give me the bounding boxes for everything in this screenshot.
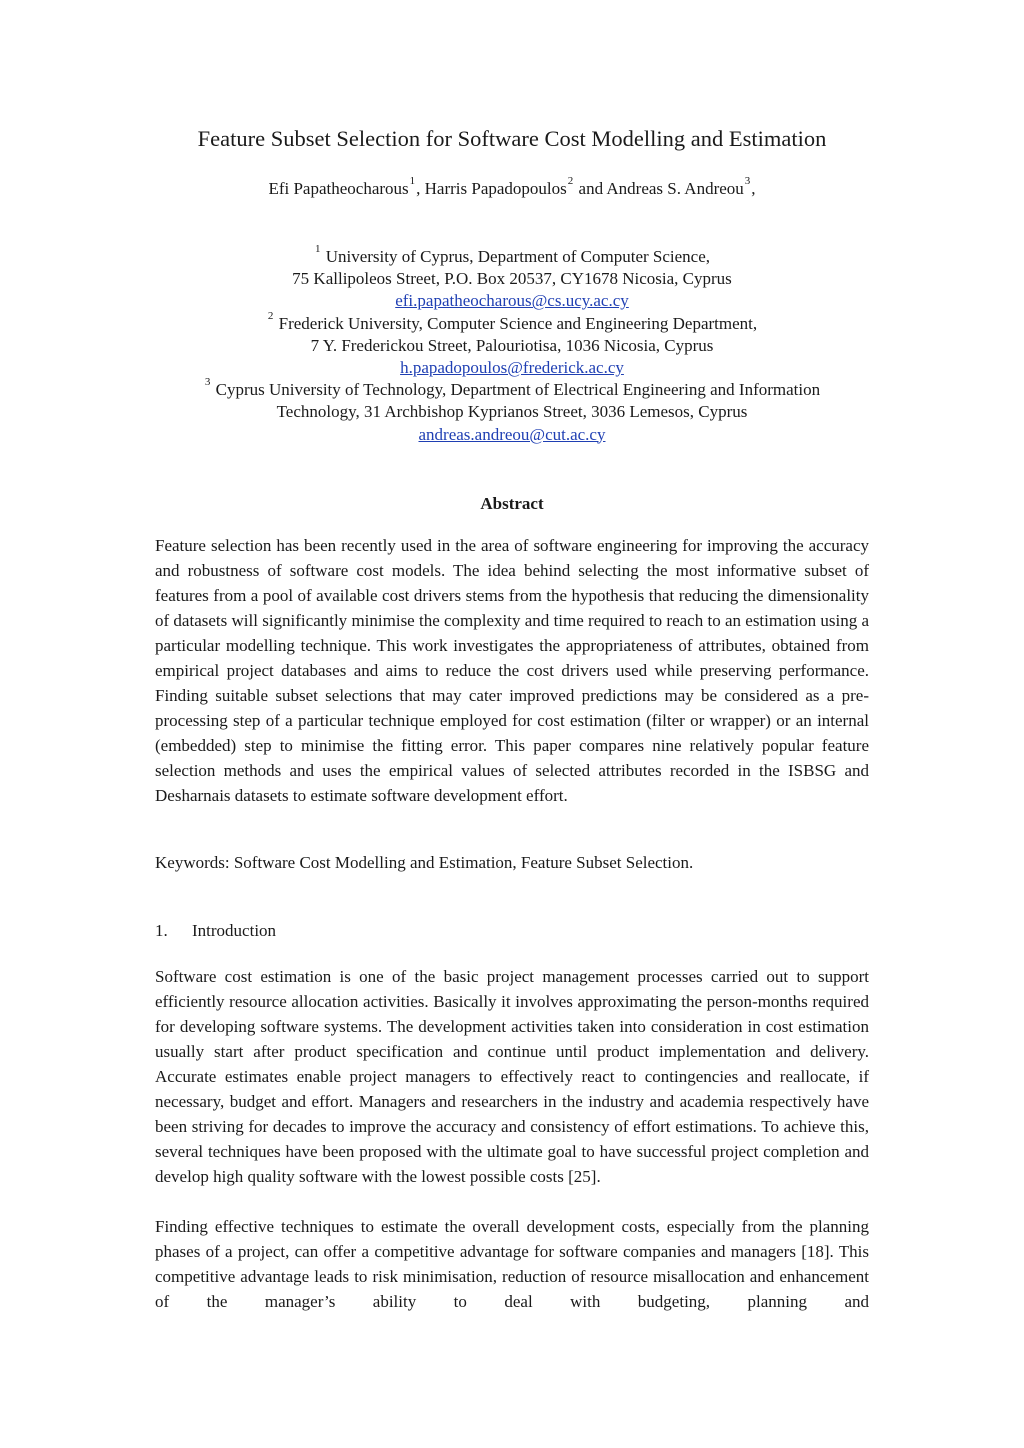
affiliation-line xyxy=(0,309,1024,335)
author-affiliation-marker: 2 xyxy=(567,175,574,187)
intro-paragraph: Finding effective techniques to estimate the overall development costs, especially from the planning phases of a project, can offer a competitive advantage for software companies and managers [18]. This competitive advantage leads to risk minimisation, reduction of resource misallocation and enhancement of the manager’s ability to deal with budgeting, planning and xyxy=(155,1217,869,1311)
author-line xyxy=(0,177,1024,201)
section-heading xyxy=(155,918,276,943)
paper-title: Feature Subset Selection for Software Cost Modelling and Estimation xyxy=(197,126,827,151)
affiliation-block xyxy=(0,376,1024,446)
keywords: Keywords: Software Cost Modelling and Estimation, Feature Subset Selection. xyxy=(155,853,694,872)
affiliation-address: 7 Y. Frederickou Street, Palouriotisa, 1036 Nicosia, Cyprus xyxy=(310,335,714,355)
affiliation-address: 75 Kallipoleos Street, P.O. Box 20537, CY1678 Nicosia, Cyprus xyxy=(292,269,732,289)
affiliation-text: Cyprus University of Technology, Department of Electrical Engineering and Information xyxy=(215,380,821,400)
author-email-link[interactable]: efi.papatheocharous@cs.ucy.ac.cy xyxy=(395,291,629,311)
author-name: Efi Papatheocharous xyxy=(268,179,409,198)
abstract-heading: Abstract xyxy=(480,494,544,513)
affiliation-line xyxy=(0,243,1024,268)
affiliation-marker: 1 xyxy=(314,243,321,255)
author-separator: , xyxy=(751,179,756,198)
author-affiliation-marker: 3 xyxy=(744,175,751,187)
affiliation-line xyxy=(0,376,1024,401)
affiliation-marker: 2 xyxy=(267,309,274,322)
abstract-text: Feature selection has been recently used in the area of software engineering for improving the accuracy and robustness of software cost models. The idea behind selecting the most informative subset of features from a pool of available cost drivers stems from the hypothesis that reducing the dimensionality of datasets will significantly minimise the complexity and time required to reach to an estimation using a particular modelling technique. This work investigates the appropriateness of attributes, obtained from empirical project databases and aims to reduce the cost drivers used while preserving performance. Finding suitable subset selections that may cater improved predictions may be considered as a pre-processing step of a particular technique employed for cost estimation (filter or wrapper) or an internal (embedded) step to minimise the fitting error. This paper compares nine relatively popular feature selection methods and uses the empirical values of selected attributes recorded in the ISBSG and Desharnais datasets to estimate software development effort. xyxy=(155,536,869,805)
author-email-link[interactable]: andreas.andreou@cut.ac.cy xyxy=(418,424,606,444)
affiliations xyxy=(0,243,1024,446)
author-affiliation-marker: 1 xyxy=(409,175,416,187)
section-title: Introduction xyxy=(192,921,277,940)
section-number: 1. xyxy=(155,921,168,940)
affiliation-marker: 3 xyxy=(204,376,211,389)
affiliation-address: Technology, 31 Archbishop Kyprianos Street, 3036 Lemesos, Cyprus xyxy=(276,402,748,422)
author-email-link[interactable]: h.papadopoulos@frederick.ac.cy xyxy=(400,358,624,378)
affiliation-block xyxy=(0,243,1024,313)
author-name: , Harris Papadopoulos xyxy=(416,179,567,198)
intro-paragraph: Software cost estimation is one of the basic project management processes carried out to support efficiently resource allocation activities. Basically it involves approximating the person-months required for developing software systems. The development activities taken into consideration in cost estimation usually start after product specification and continue until product implementation and delivery. Accurate estimates enable project managers to effectively react to contingencies and reallocate, if necessary, budget and effort. Managers and researchers in the industry and academia respectively have been striving for decades to improve the accuracy and consistency of effort estimations. To achieve this, several techniques have been proposed with the ultimate goal to have successful project completion and develop high quality software with the lowest possible costs [25]. xyxy=(155,967,869,1186)
affiliation-text: Frederick University, Computer Science and Engineering Department, xyxy=(278,313,758,333)
affiliation-text: University of Cyprus, Department of Computer Science, xyxy=(325,247,711,266)
affiliation-block xyxy=(0,309,1024,380)
author-name: and Andreas S. Andreou xyxy=(574,179,744,198)
